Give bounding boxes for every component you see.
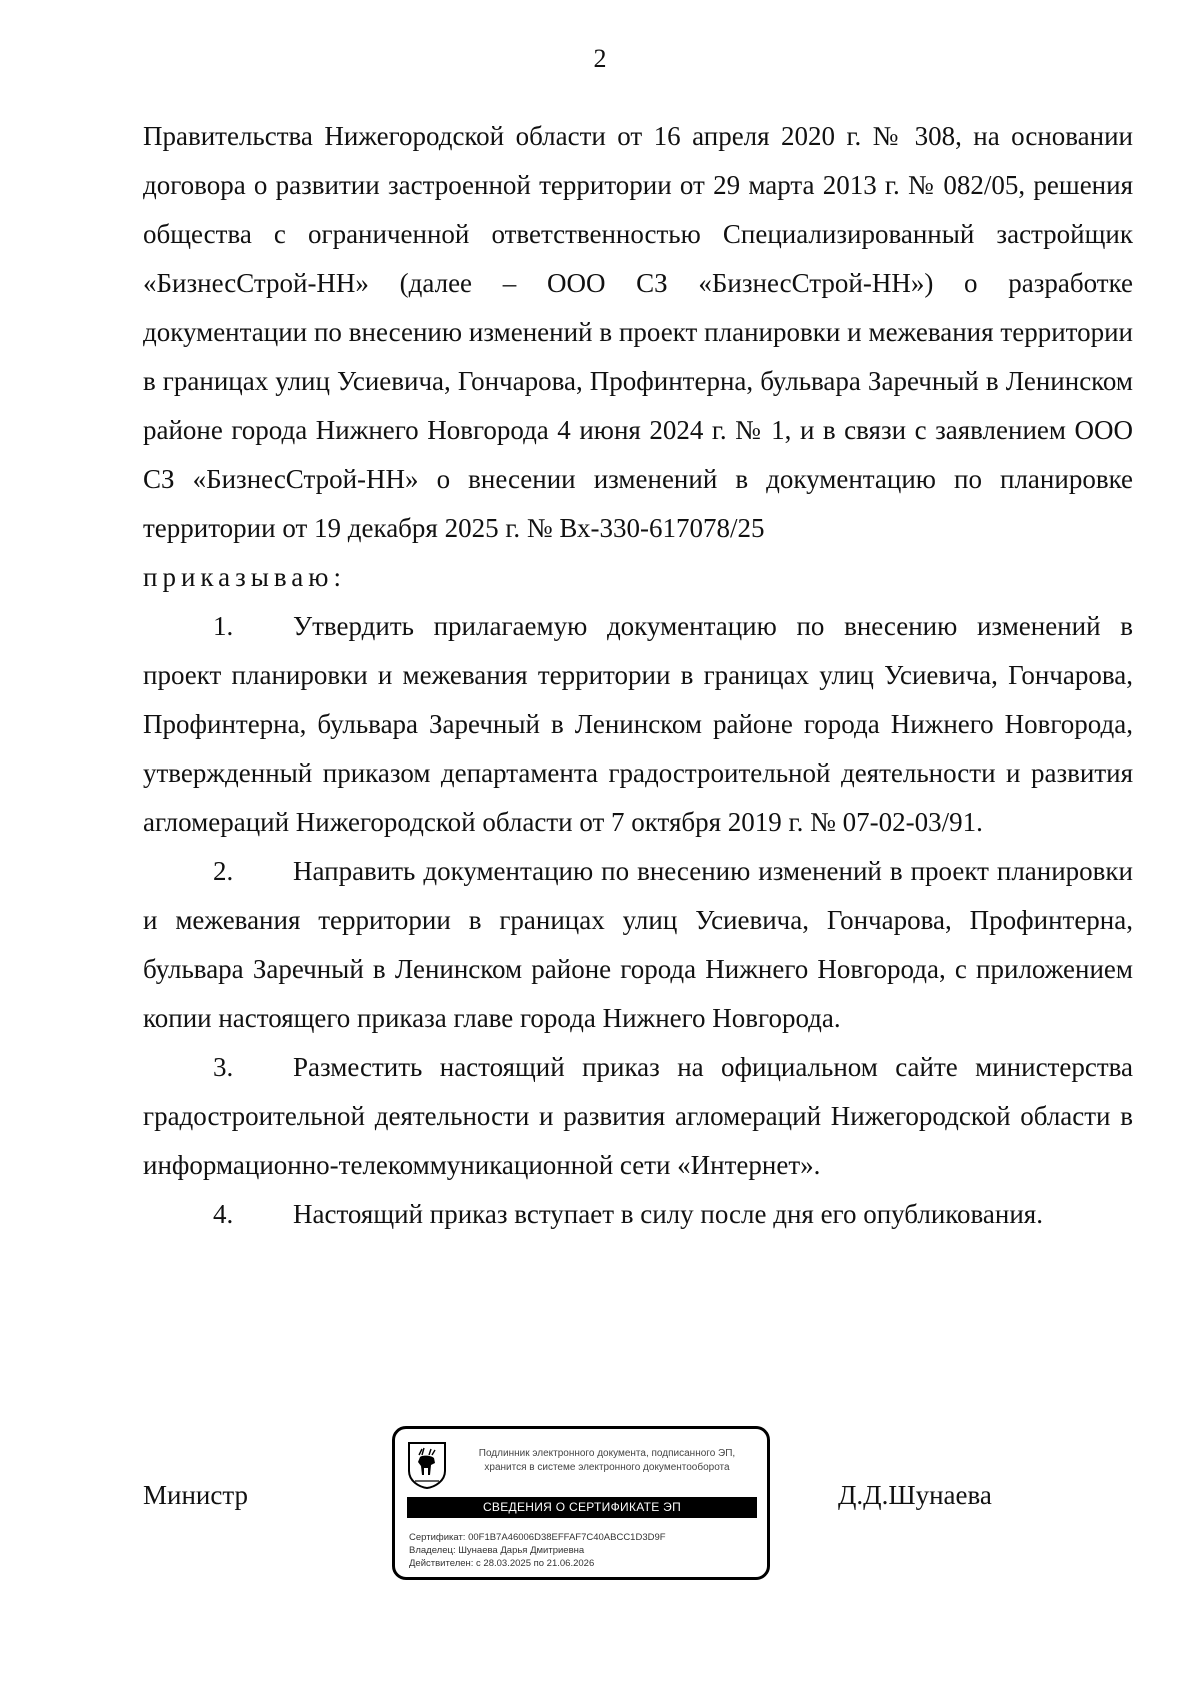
order-item-number: 2.: [213, 856, 234, 886]
certificate-owner: Владелец: Шунаева Дарья Дмитриевна: [409, 1545, 585, 1556]
order-item-number: 3.: [213, 1052, 234, 1082]
order-item-number: 4.: [213, 1199, 234, 1229]
document-body: [143, 112, 1133, 1239]
signer-position: Министр: [143, 1480, 248, 1510]
stamp-notice: Подлинник электронного документа, подписанного ЭП, хранится в системе электронного документооборота: [478, 1448, 736, 1473]
order-item-1: [143, 602, 1133, 847]
intro-paragraph: Правительства Нижегородской области от 16 апреля 2020 г. № 308, на основании договора о развитии застроенной территории от 29 марта 2013 г. № 082/05, решения общества с ограниченной ответственностью Специализированный застройщик «БизнесСтрой-НН» (далее – ООО СЗ «БизнесСтрой-НН») о разработке документации по внесению изменений в проект планировки и межевания территории в границах улиц Усиевича, Гончарова, Профинтерна, бульвара Заречный в Ленинском районе города Нижнего Новгорода 4 июня 2024 г. № 1, и в связи с заявлением ООО СЗ «БизнесСтрой-НН» о внесении изменений в документацию по планировке территории от 19 декабря 2025 г. № Вх-330-617078/25: [143, 121, 1133, 543]
order-item-2: [143, 847, 1133, 1043]
order-item-4: [143, 1190, 1133, 1239]
order-item-3: [143, 1043, 1133, 1190]
order-item-text: Направить документацию по внесению изменений в проект планировки и межевания территории в границах улиц Усиевича, Гончарова, Профинтерна, бульвара Заречный в Ленинском районе города Нижнего Новгорода, с приложением копии настоящего приказа главе города Нижнего Новгорода.: [143, 856, 1133, 1033]
signer-name: Д.Д.Шунаева: [838, 1480, 992, 1510]
certificate-validity: Действителен: с 28.03.2025 по 21.06.2026: [409, 1558, 595, 1569]
certificate-serial: Сертификат: 00F1B7A46006D38EFFAF7C40ABCC1D3D9F: [409, 1532, 666, 1543]
order-item-text: Разместить настоящий приказ на официальном сайте министерства градостроительной деятельности и развития агломераций Нижегородской области в информационно-телекоммуникационной сети «Интернет».: [143, 1052, 1133, 1180]
order-item-text: Настоящий приказ вступает в силу после дня его опубликования.: [293, 1199, 1043, 1229]
page-number: 2: [593, 44, 607, 73]
order-item-text: Утвердить прилагаемую документацию по внесению изменений в проект планировки и межевания территории в границах улиц Усиевича, Гончарова, Профинтерна, бульвара Заречный в Ленинском районе города Нижнего Новгорода, утвержденный приказом департамента градостроительной деятельности и развития агломераций Нижегородской области от 7 октября 2019 г. № 07-02-03/91.: [143, 611, 1133, 837]
certificate-details: [409, 1531, 666, 1570]
orders-word: приказываю:: [143, 562, 346, 592]
order-item-number: 1.: [213, 611, 234, 641]
certificate-band: СВЕДЕНИЯ О СЕРТИФИКАТЕ ЭП: [407, 1497, 757, 1518]
deer-emblem-icon: [407, 1441, 447, 1489]
electronic-signature-stamp: [392, 1426, 770, 1580]
